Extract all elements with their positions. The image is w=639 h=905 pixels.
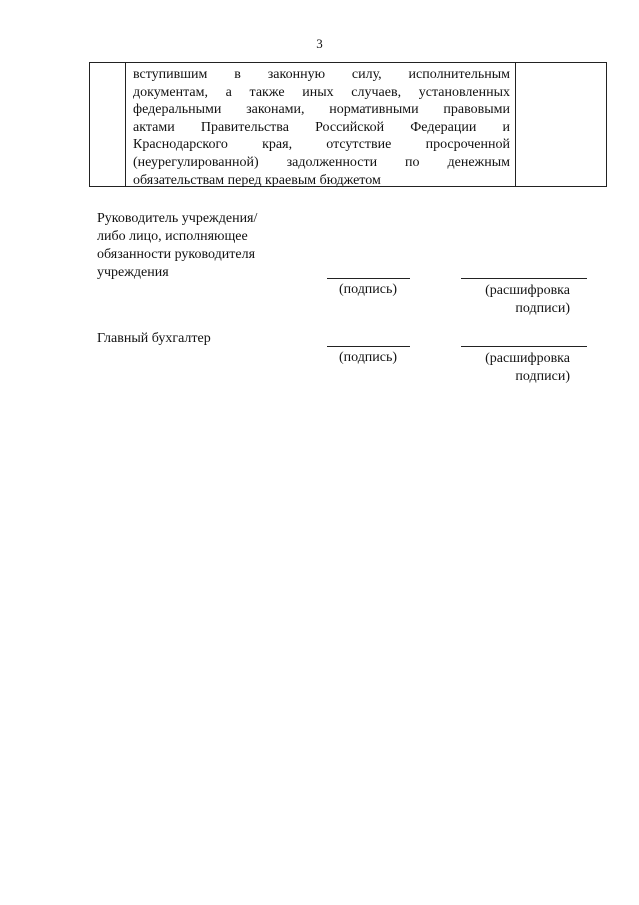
head-signature-caption: [318, 281, 418, 299]
head-decode-caption: [440, 282, 570, 318]
decode-caption-line: (расшифровка: [485, 283, 570, 298]
head-signature-line: [327, 278, 410, 279]
head-label-line: Руководитель учреждения/: [97, 211, 258, 226]
table-text-cell: [126, 63, 515, 186]
decode-caption-line: подписи): [515, 369, 570, 384]
chief-signature-caption: [318, 349, 418, 367]
head-of-institution-label: [97, 210, 297, 282]
table-text-line: документам, а также иных случаев, установленных: [133, 84, 510, 100]
chief-accountant-label: Главный бухгалтер: [97, 331, 211, 346]
head-label-line: обязанности руководителя: [97, 247, 256, 262]
head-label-line: либо лицо, исполняющее: [97, 229, 248, 244]
head-decode-line: [461, 278, 587, 279]
decode-caption-line: подписи): [515, 301, 570, 316]
signature-caption-text: (подпись): [338, 282, 398, 297]
decode-caption-line: (расшифровка: [485, 351, 570, 366]
table-text-line: федеральными законами, нормативными правовыми: [133, 102, 510, 118]
table-text-line: Краснодарского края, отсутствие просроченной: [133, 137, 510, 153]
signature-caption-text: (подпись): [338, 350, 398, 365]
head-label-line: учреждения: [97, 265, 169, 280]
chief-decode-caption: [440, 350, 570, 386]
page-number: 3: [316, 36, 323, 51]
table-text-line: (неурегулированной) задолженности по денежным: [133, 154, 510, 170]
table-text-line: вступившим в законную силу, исполнительным: [133, 67, 510, 82]
chief-decode-line: [461, 346, 587, 347]
chief-signature-line: [327, 346, 410, 347]
table-mark-cell: [515, 63, 606, 186]
continuation-table: [89, 62, 607, 187]
table-text-line: обязательствам перед краевым бюджетом: [133, 172, 381, 188]
table-number-cell: [90, 63, 126, 186]
table-text-line: актами Правительства Российской Федерации и: [133, 119, 510, 135]
